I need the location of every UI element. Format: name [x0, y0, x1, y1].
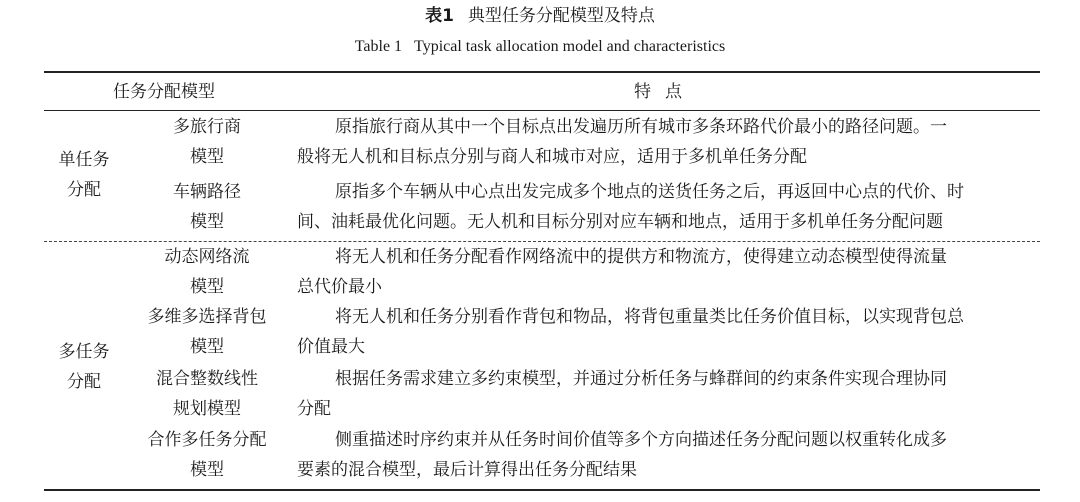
row-description: 原指多个车辆从中心点出发完成多个地点的送货任务之后，再返回中心点的代价、时 间、油耗最优化问题。无人机和目标分别对应车辆和地点，适用于多机单任务分配问题 — [297, 182, 964, 232]
table-header-rule — [44, 110, 1040, 111]
row-description: 将无人机和任务分配看作网络流中的提供方和物流方，使得建立动态模型使得流量 总代价最小 — [297, 247, 947, 297]
table-number-en: Table 1 — [354, 38, 403, 55]
table-caption-en — [0, 36, 1080, 58]
table-bottom-rule — [44, 489, 1040, 491]
group-multi-task: 多任务 分配 — [58, 342, 110, 392]
header-model: 任务分配模型 — [113, 82, 215, 102]
table-number-cn: 表1 — [425, 6, 454, 26]
row-model: 混合整数线性 规划模型 — [156, 369, 258, 419]
header-feature: 特点 — [634, 82, 696, 102]
row-description: 将无人机和任务分别看作背包和物品，将背包重量类比任务价值目标，以实现背包总 价值最大 — [297, 307, 964, 357]
table-caption-cn — [0, 4, 1080, 28]
row-model: 车辆路径 模型 — [173, 182, 241, 232]
row-description: 原指旅行商从其中一个目标点出发遍历所有城市多条环路代价最小的路径问题。一 般将无人机和目标点分别与商人和城市对应，适用于多机单任务分配 — [297, 117, 947, 167]
group-single-task: 单任务 分配 — [58, 150, 110, 200]
table-top-rule — [44, 71, 1040, 73]
row-model: 合作多任务分配 模型 — [147, 430, 267, 480]
row-model: 多维多选择背包 模型 — [147, 307, 267, 357]
row-model: 动态网络流 模型 — [164, 247, 250, 297]
row-description: 根据任务需求建立多约束模型，并通过分析任务与蜂群间的约束条件实现合理协同 分配 — [297, 369, 947, 419]
row-description: 侧重描述时序约束并从任务时间价值等多个方向描述任务分配问题以权重转化成多 要素的混合模型，最后计算得出任务分配结果 — [297, 430, 947, 480]
table-title-cn: 典型任务分配模型及特点 — [467, 6, 655, 26]
table-title-en: Typical task allocation model and characteristics — [414, 38, 726, 55]
row-model: 多旅行商 模型 — [173, 117, 241, 167]
